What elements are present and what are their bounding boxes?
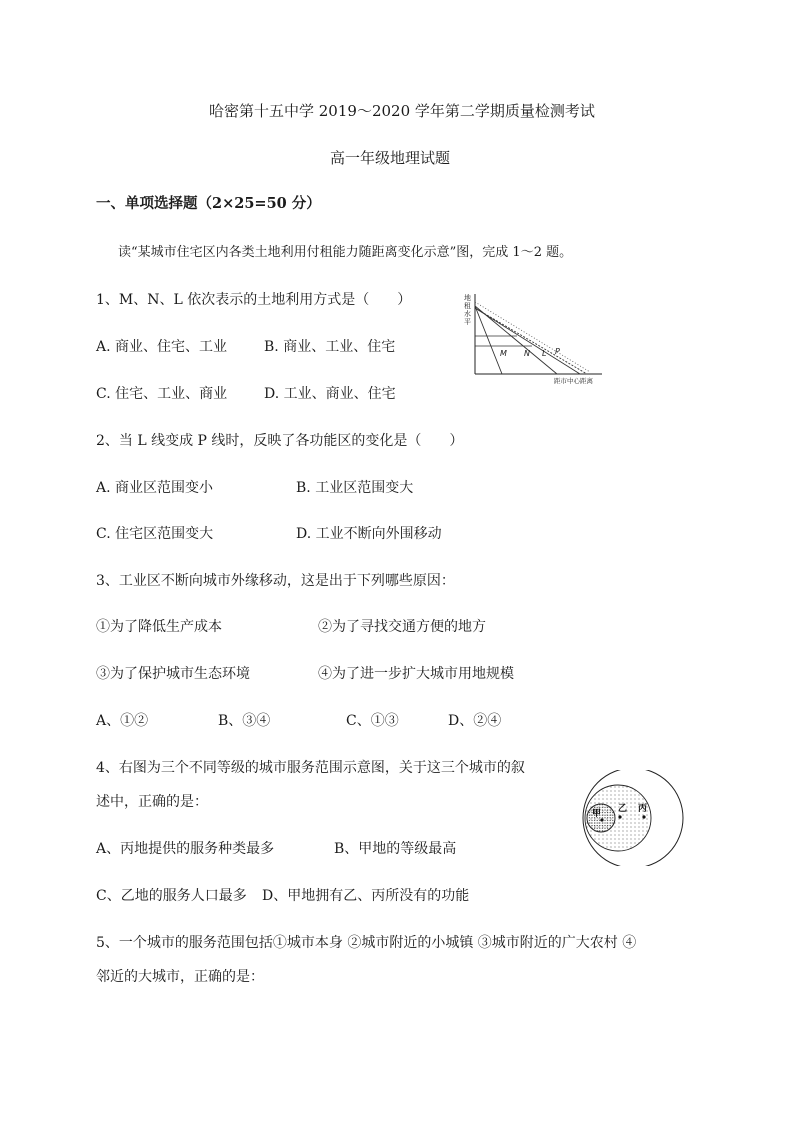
y-label-char: 平	[464, 318, 471, 326]
question-4-option-d: D、甲地拥有乙、丙所没有的功能	[262, 888, 470, 904]
y-label-char: 地	[464, 294, 471, 302]
question-1-option-d: D. 工业、商业、住宅	[264, 386, 396, 402]
question-2-option-a: A. 商业区范围变小	[96, 480, 214, 496]
question-3-option-d: D、②④	[448, 713, 502, 729]
question-3-option-b: B、③④	[218, 713, 271, 729]
label-n: N	[524, 349, 530, 358]
line-p	[475, 308, 587, 374]
question-2-option-b: B. 工业区范围变大	[296, 480, 414, 496]
question-4-option-c: C、乙地的服务人口最多	[96, 888, 247, 904]
question-1-stem: 1、M、N、L 依次表示的土地利用方式是（ ）	[96, 292, 412, 308]
y-label-char: 水	[464, 310, 471, 318]
question-5-stem-line2: 邻近的大城市，正确的是：	[96, 969, 264, 985]
question-2-option-c: C. 住宅区范围变大	[96, 526, 214, 542]
label-jia: 甲	[592, 809, 602, 819]
x-axis-label: 距市中心距离	[554, 377, 593, 385]
y-axis-label	[464, 293, 471, 326]
question-3-item-3: ③为了保护城市生态环境	[96, 666, 250, 682]
question-3-item-1: ①为了降低生产成本	[96, 619, 222, 635]
question-4-stem-line1: 4、右图为三个不同等级的城市服务范围示意图，关于这三个城市的叙	[96, 760, 525, 776]
point-jia	[600, 818, 603, 821]
label-m: M	[500, 349, 507, 358]
label-bing: 丙	[638, 804, 648, 814]
question-3-item-2: ②为了寻找交通方便的地方	[318, 619, 486, 635]
question-3-item-4: ④为了进一步扩大城市用地规模	[318, 666, 514, 682]
label-p: P	[555, 347, 560, 356]
question-3-stem: 3、工业区不断向城市外缘移动，这是出于下列哪些原因：	[96, 573, 455, 589]
question-4-stem-line2: 述中，正确的是：	[96, 794, 208, 810]
label-l: L	[542, 349, 547, 358]
question-1-option-a: A. 商业、住宅、工业	[96, 339, 228, 355]
question-2-stem: 2、当 L 线变成 P 线时，反映了各功能区的变化是（ ）	[96, 433, 464, 449]
service-range-diagram	[578, 770, 690, 866]
question-3-option-a: A、①②	[96, 713, 149, 729]
point-yi	[618, 815, 621, 818]
land-rent-diagram	[462, 290, 612, 386]
point-bing	[642, 815, 645, 818]
question-1-option-b: B. 商业、工业、住宅	[264, 339, 396, 355]
exam-subtitle: 高一年级地理试题	[330, 149, 451, 167]
question-1-option-c: C. 住宅、工业、商业	[96, 386, 228, 402]
question-3-option-c: C、①③	[346, 713, 399, 729]
line-l	[475, 308, 580, 374]
question-4-option-a: A、丙地提供的服务种类最多	[96, 841, 275, 857]
y-label-char: 租	[464, 302, 471, 310]
question-4-option-b: B、甲地的等级最高	[334, 841, 457, 857]
exam-title: 哈密第十五中学 2019～2020 学年第二学期质量检测考试	[209, 102, 595, 120]
section-intro: 读“某城市住宅区内各类土地利用付租能力随距离变化示意”图，完成 1～2 题。	[118, 245, 573, 260]
dotted-line	[475, 302, 590, 372]
label-yi: 乙	[618, 804, 628, 814]
question-2-option-d: D. 工业不断向外围移动	[296, 526, 442, 542]
question-5-stem-line1: 5、一个城市的服务范围包括①城市本身 ②城市附近的小城镇 ③城市附近的广大农村 ④	[96, 935, 637, 951]
section-heading: 一、单项选择题（2×25=50 分）	[96, 195, 321, 212]
